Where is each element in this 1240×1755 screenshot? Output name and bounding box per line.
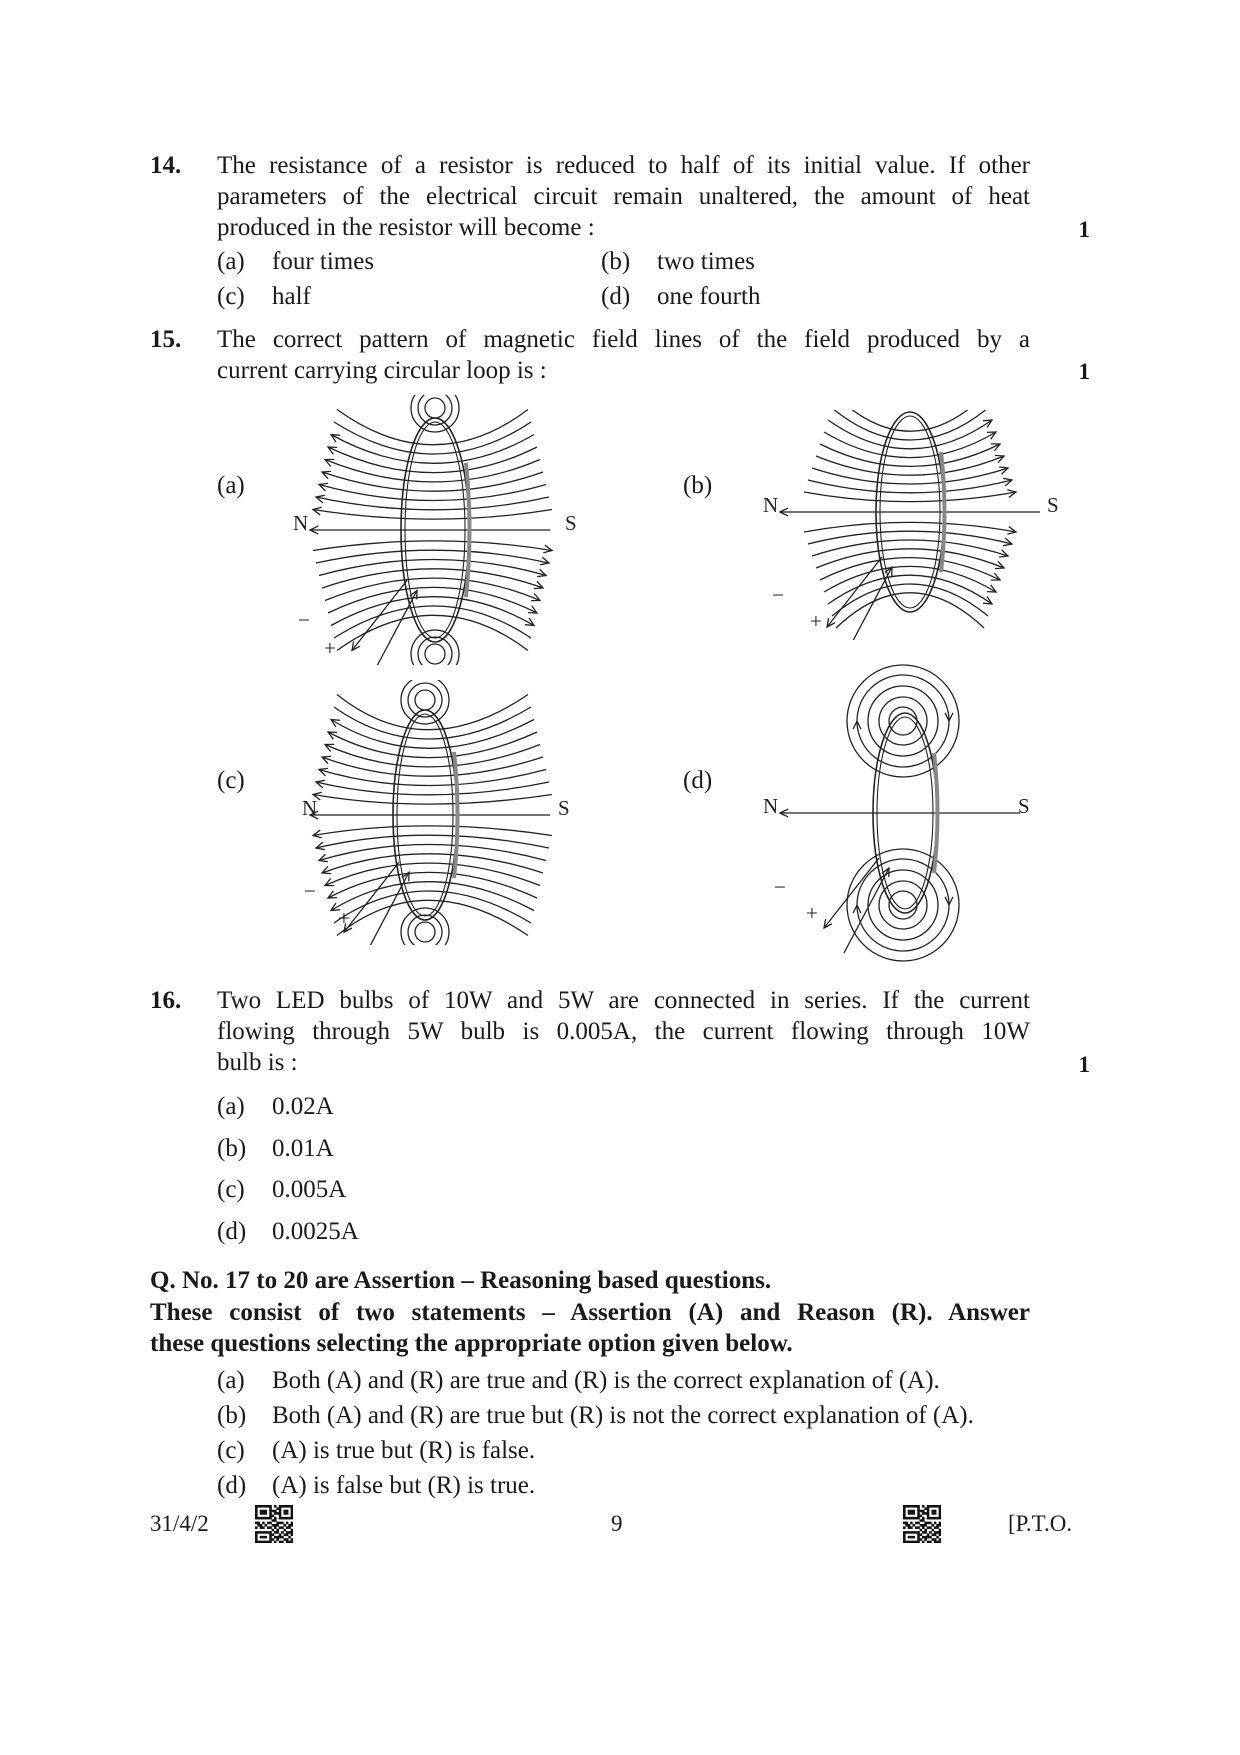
q16-option-c-label: (c) (217, 1176, 245, 1203)
field-line (824, 566, 996, 592)
q14-option-a-label: (a) (217, 248, 245, 275)
figure-b-south-label: S (1047, 493, 1059, 517)
qr-code-icon (903, 1505, 941, 1543)
q14-option-b-label: (b) (601, 248, 631, 275)
field-circle (418, 395, 452, 425)
field-circle (847, 665, 959, 777)
field-line (816, 456, 1004, 475)
field-line (808, 480, 1012, 493)
field-line (313, 541, 552, 551)
q14-option-d-label: (d) (601, 283, 631, 310)
assertion-option-c-text: (A) is true but (R) is false. (272, 1437, 536, 1464)
figure-c (290, 680, 580, 945)
assertion-heading: Q. No. 17 to 20 are Assertion – Reasoning based questions. (150, 1267, 772, 1294)
field-line (812, 468, 1008, 484)
field-circle (415, 922, 435, 942)
assertion-option-d-text: (A) is false but (R) is true. (272, 1472, 536, 1499)
q16-line-1: Two LED bulbs of 10W and 5W are connected in series. If the current (217, 987, 1030, 1014)
q16-option-d-text: 0.0025A (272, 1218, 359, 1245)
field-line (808, 531, 1012, 544)
q15-line-2: current carrying circular loop is : (217, 357, 547, 384)
q14-line-1: The resistance of a resistor is reduced to half of its initial value. If other (217, 152, 1030, 179)
field-line (824, 432, 996, 458)
figure-a-north-label: N (293, 511, 309, 535)
field-line (319, 845, 546, 861)
field-line (836, 410, 984, 431)
q16-number: 16. (150, 987, 182, 1014)
field-circle (425, 398, 445, 418)
q14-option-d-text: one fourth (657, 283, 761, 310)
field-line (316, 835, 549, 848)
field-circle (847, 849, 959, 961)
field-line (319, 770, 546, 786)
field-line (828, 575, 992, 604)
figure-b (760, 410, 1070, 640)
field-line (331, 435, 534, 464)
lead-wire-minus (352, 580, 407, 650)
figure-d-south-label: S (1018, 794, 1030, 818)
figure-d-label: (d) (683, 767, 713, 794)
q15-line-1: The correct pattern of magnetic field lines of the field produced by a (217, 326, 1030, 353)
q16-option-c-text: 0.005A (272, 1176, 347, 1203)
q16-option-b-label: (b) (217, 1135, 247, 1162)
pto-label: [P.T.O. (1008, 1511, 1073, 1536)
field-circle (879, 881, 927, 929)
field-line (820, 558, 1000, 580)
figure-b-label: (b) (683, 472, 713, 499)
q16-line-3: bulb is : (217, 1049, 298, 1076)
q16-marks: 1 (1078, 1052, 1090, 1077)
paper-code: 31/4/2 (150, 1511, 209, 1536)
q14-line-2: parameters of the electrical circuit remain unaltered, the amount of heat (217, 183, 1030, 210)
figure-d-minus-label: − (774, 875, 786, 899)
lead-wire-minus (344, 862, 399, 932)
q16-text (217, 985, 1030, 1078)
field-circle (408, 683, 442, 717)
figure-c-minus-label: − (304, 879, 316, 903)
figure-b-north-label: N (763, 493, 779, 517)
field-line (331, 597, 534, 626)
field-line (313, 510, 552, 520)
q14-option-b-text: two times (657, 248, 755, 275)
q16-line-2: flowing through 5W bulb is 0.005A, the current flowing through 10W (217, 1018, 1030, 1045)
field-circle (401, 908, 449, 945)
q14-option-c-label: (c) (217, 283, 245, 310)
field-line (319, 485, 546, 501)
assertion-option-d-label: (d) (217, 1472, 247, 1499)
q14-option-c-text: half (272, 283, 311, 310)
assertion-instruction-line-1: These consist of two statements – Assertion (A) and Reason (R). Answer (150, 1299, 1030, 1326)
field-line (316, 497, 549, 510)
field-line (812, 540, 1008, 556)
q14-text (217, 150, 1030, 243)
figure-a-label: (a) (217, 472, 245, 499)
q15-text (217, 324, 1030, 386)
q16-option-d-label: (d) (217, 1218, 247, 1245)
field-line (328, 872, 537, 898)
field-line (316, 550, 549, 563)
q14-marks: 1 (1078, 217, 1090, 242)
assertion-instructions (150, 1297, 1030, 1359)
assertion-option-a-label: (a) (217, 1367, 245, 1394)
assertion-option-b-text: Both (A) and (R) are true but (R) is not the correct explanation of (A). (272, 1402, 974, 1429)
field-line (313, 795, 552, 805)
qr-code-icon (255, 1505, 293, 1543)
figure-a-plus-label: + (324, 636, 336, 660)
figure-c-north-label: N (302, 796, 318, 820)
field-line (328, 587, 537, 613)
field-line (328, 732, 537, 758)
figure-d-north-label: N (763, 794, 779, 818)
field-circle (415, 690, 435, 710)
q14-number: 14. (150, 152, 182, 179)
figure-a-south-label: S (565, 511, 577, 535)
field-circle (425, 644, 445, 664)
figure-a-minus-label: − (298, 608, 310, 632)
assertion-option-b-label: (b) (217, 1402, 247, 1429)
field-line (316, 782, 549, 795)
field-circle (879, 697, 927, 745)
field-line (820, 444, 1000, 466)
assertion-instruction-line-2: these questions selecting the appropriate option given below. (150, 1330, 793, 1357)
assertion-option-a-text: Both (A) and (R) are true and (R) is the correct explanation of (A). (272, 1367, 940, 1394)
q16-option-b-text: 0.01A (272, 1135, 334, 1162)
figure-c-plus-label: + (338, 906, 350, 930)
lead-wire-minus (827, 557, 882, 627)
field-line (313, 826, 552, 836)
q16-option-a-label: (a) (217, 1093, 245, 1120)
figure-d (760, 650, 1050, 970)
field-line (816, 549, 1004, 568)
page-number: 9 (611, 1511, 623, 1536)
figure-b-plus-label: + (810, 609, 822, 633)
q14-option-a-text: four times (272, 248, 375, 275)
q16-option-a-text: 0.02A (272, 1093, 334, 1120)
figure-a (290, 395, 580, 665)
field-line (328, 447, 537, 473)
assertion-option-c-label: (c) (217, 1437, 245, 1464)
field-line (319, 560, 546, 576)
field-circle (411, 630, 459, 665)
figure-d-plus-label: + (806, 901, 818, 925)
field-circle (411, 395, 459, 432)
figure-c-south-label: S (558, 796, 570, 820)
q15-marks: 1 (1078, 359, 1090, 384)
q15-number: 15. (150, 326, 182, 353)
field-line (828, 420, 992, 449)
q14-line-3: produced in the resistor will become : (217, 214, 595, 241)
figure-b-minus-label: − (772, 583, 784, 607)
figure-c-label: (c) (217, 767, 245, 794)
lead-wire-plus (844, 868, 889, 953)
